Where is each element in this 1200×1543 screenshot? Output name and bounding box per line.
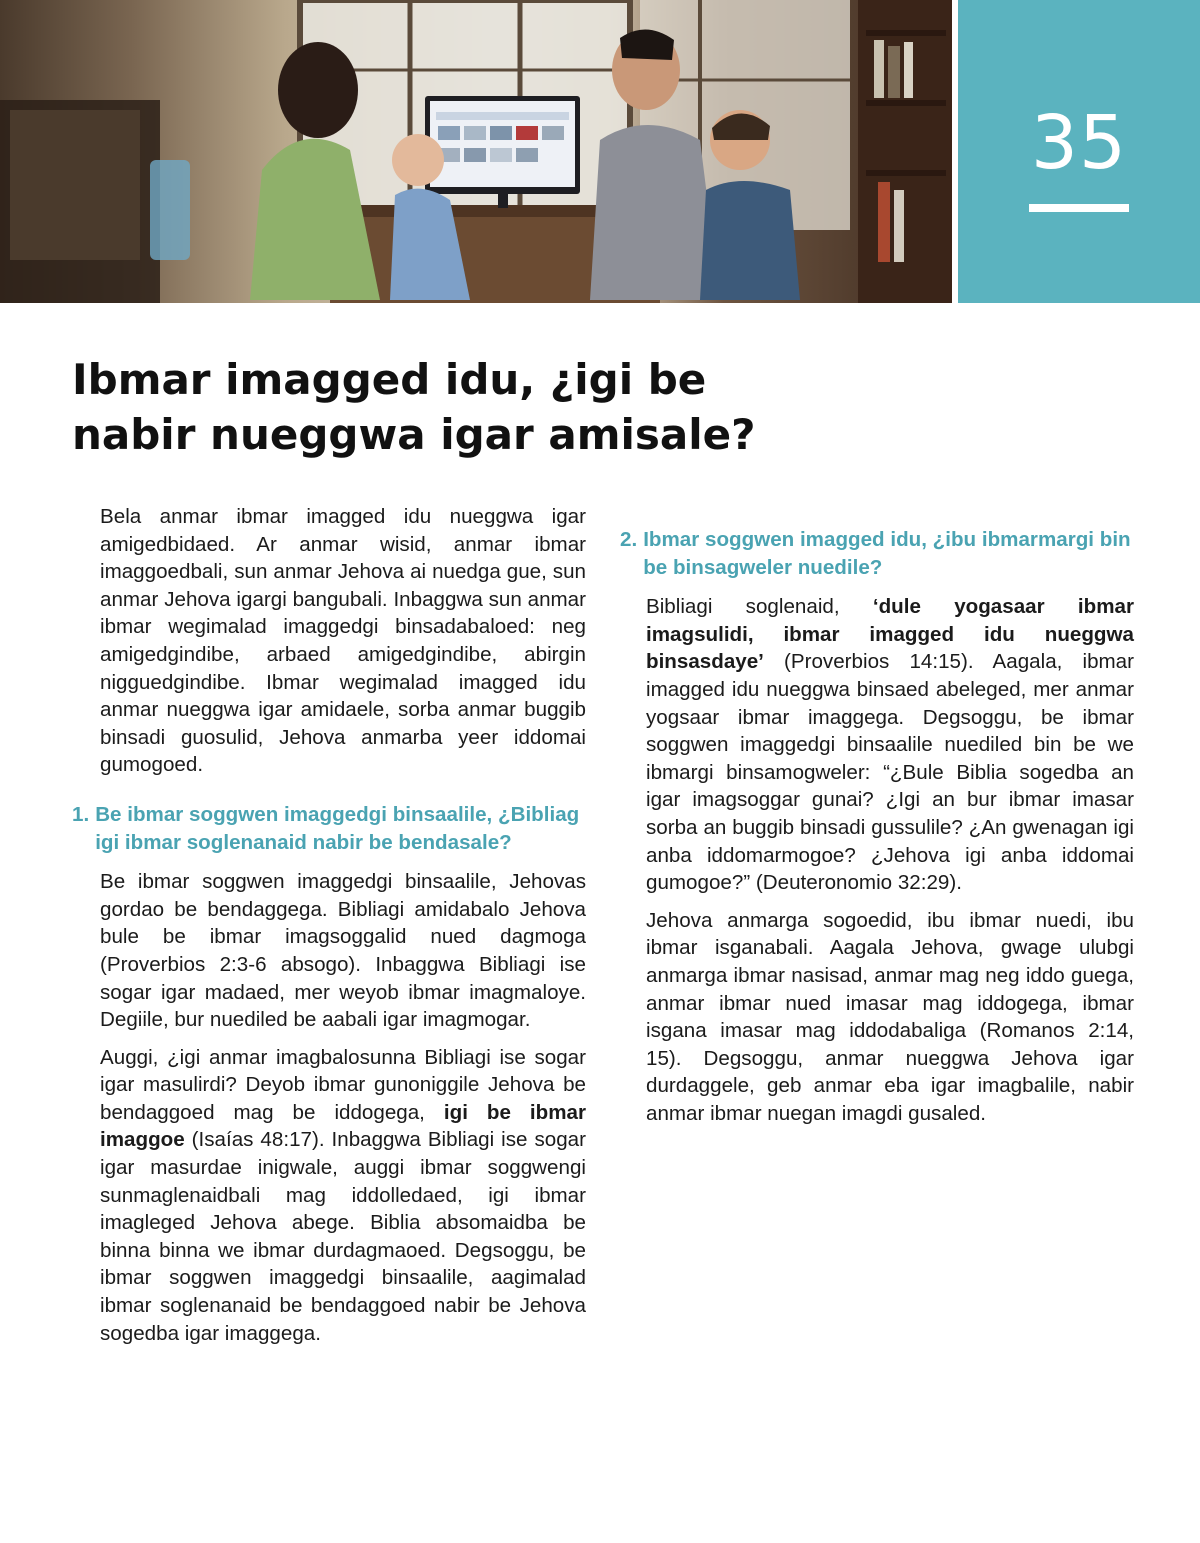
family-computer-photo <box>0 0 952 303</box>
question-1 <box>72 801 586 856</box>
question-2-number: 2. <box>620 528 638 551</box>
answer-1-p2-text-a: Auggi, ¿igi anmar imagbalosunna Bibliagi ise sogar igar masulirdi? Deyob ibmar gunoniggile Jehova be bendaggoed mag be iddogega, <box>100 1045 586 1124</box>
page-title <box>72 352 972 462</box>
title-line-1: Ibmar imagged idu, ¿igi be <box>72 355 707 404</box>
intro-paragraph: Bela anmar ibmar imagged idu nueggwa igar amigedbidaed. Ar anmar wisid, anmar ibmar imaggoedbali, sun anmar Jehova ai nuedga gue, sun anmar Jehova igargi bangubali. Inbaggwa sun anmar ibmar wegimalad imaggedgi binsadabaloed: neg amigedgindibe, arbaed amigedgindibe, abirgin nigguedgindibe. Ibmar wegimalad imagged idu anmar nueggwa igar amidaele, sorba anmar buggib binsadi guosulid, Jehova anmarba yeer iddomai gumogoed. <box>100 505 586 777</box>
chapter-rule <box>1029 204 1129 212</box>
left-column <box>72 503 586 1357</box>
chapter-number: 35 <box>1030 100 1128 186</box>
answer-2-paragraph-1 <box>646 593 1134 897</box>
answer-2-p1-text-b: (Proverbios 14:15). Aagala, ibmar imagged idu nueggwa binsaed abeleged, mer anmar yogsaar ibmar imaggega. Degsoggu, be ibmar soggwen imaggedgi binsaalile nuediled bin be we ibmargi binsamogweler: “¿Bule Biblia sogedba an igar imagsoggar gunai? ¿Igi an bur ibmar imasar sorba an buggib binsadi gussulile? ¿An gwenagan igi anba iddomarmogoe? ¿Jehova igi anba iddomai gumogoe?” (Deuteronomio 32:29). <box>646 650 1134 895</box>
photo-illustration <box>0 0 952 303</box>
question-1-number: 1. <box>72 802 90 826</box>
answer-1-paragraph-2 <box>100 1044 586 1348</box>
right-column <box>620 504 1134 1137</box>
answer-1-p2-bold: igi be ibmar imaggoe <box>100 1100 586 1152</box>
answer-2-paragraph-2: Jehova anmarga sogoedid, ibu ibmar nuedi, ibu ibmar isganabali. Aagala Jehova, gwage ulubgi anmarga ibmar nasisad, anmar mag neg iddo guega, anmar ibmar nued imasar mag iddogega, ibmar isgana imasar mag iddodabaliga (Romanos 2:14, 15). Degsoggu, anmar nueggwa Jehova igar durdaggele, geb anmar eba igar imagbalile, nabir anmar ibmar nuegan imagdi gusaled. <box>646 908 1134 1125</box>
answer-2-p1-text-a: Bibliagi soglenaid, <box>646 595 873 619</box>
question-2 <box>620 526 1134 581</box>
title-line-2: nabir nueggwa igar amisale? <box>72 410 756 459</box>
answer-1-paragraph-1: Be ibmar soggwen imaggedgi binsaalile, Jehovas gordao be bendaggega. Bibliagi amidabalo Jehova bule be ibmar imagsoggalid nued dagmoga (Proverbios 2:3-6 absogo). Inbaggwa Bibliagi ise sogar igar madaed, mer weyob ibmar imagmaloye. Degiile, bur nuediled be aabali igar imagmogar. <box>100 870 586 1032</box>
question-1-text: Be ibmar soggwen imaggedgi binsaalile, ¿Bibliag igi ibmar soglenanaid nabir be bendasale? <box>95 802 580 854</box>
answer-1-p2-text-b: (Isaías 48:17). Inbaggwa Bibliagi ise sogar igar masurdae inigwale, auggi ibmar soggwengi sunmaglenaidbali mag iddolledaed, igi ibmar imagleged Jehova abege. Biblia absomaidba be binna binna we ibmar durdagmaoed. Degsoggu, be ibmar soggwen imaggedgi binsaalile, aagimalad ibmar soglenanaid be bendaggoed nabir be Jehova sogedba igar imaggega. <box>100 1128 586 1345</box>
answer-2-p1-bold: ‘dule yogasaar ibmar imagsulidi, ibmar imagged idu nueggwa binsasdaye’ <box>646 595 1134 674</box>
question-2-text: Ibmar soggwen imagged idu, ¿ibu ibmarmargi bin be binsagweler nuedile? <box>643 528 1131 579</box>
chapter-badge <box>958 0 1200 303</box>
